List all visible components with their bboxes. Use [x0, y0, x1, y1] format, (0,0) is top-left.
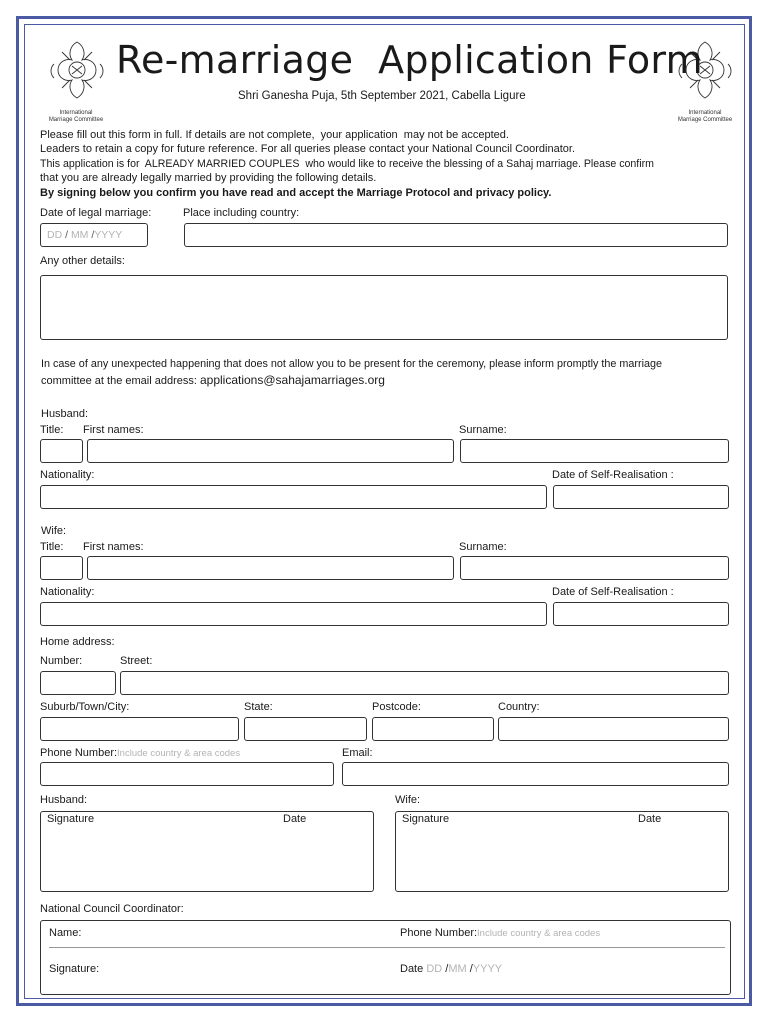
address-number-label: Number:: [40, 655, 83, 667]
husband-title-input[interactable]: [40, 439, 83, 463]
intro-line: Please fill out this form in full. If details are not complete, your application may not be accepted.: [40, 129, 509, 141]
intro-line: Leaders to retain a copy for future reference. For all queries please contact your National Council Coordinator.: [40, 143, 576, 156]
form-title: Re-marriage Application Form: [116, 38, 703, 82]
wife-nationality-input[interactable]: [40, 602, 547, 626]
address-postcode-input[interactable]: [372, 717, 494, 741]
wife-title-input[interactable]: [40, 556, 83, 580]
coordinator-box: [40, 920, 731, 995]
legal-place-input[interactable]: [184, 223, 728, 247]
date-placeholder: DD / MM /YYYY: [47, 229, 123, 241]
phone-hint: Include country & area codes: [117, 748, 241, 759]
coordinator-date-field[interactable]: Date DD /MM /YYYY: [400, 963, 503, 975]
husband-signature-box[interactable]: [40, 811, 374, 892]
committee-email[interactable]: applications@sahajamarriages.org: [199, 373, 385, 387]
husband-first-input[interactable]: [87, 439, 454, 463]
wife-heading: Wife:: [41, 525, 67, 537]
legal-place-label: Place including country:: [183, 207, 300, 219]
wife-signature-box[interactable]: [395, 811, 729, 892]
husband-nationality-input[interactable]: [40, 485, 547, 509]
wife-nationality-label: Nationality:: [40, 586, 95, 598]
email-label: Email:: [342, 747, 373, 759]
logo-caption-right: International Marriage Committee: [677, 110, 733, 123]
coordinator-name-label: Name:: [49, 927, 82, 939]
coordinator-signature-label: Signature:: [49, 963, 100, 975]
husband-title-label: Title:: [40, 424, 64, 436]
address-suburb-input[interactable]: [40, 717, 239, 741]
intro-text: [40, 128, 654, 200]
form-subtitle: Shri Ganesha Puja, 5th September 2021, Cabella Ligure: [238, 90, 526, 102]
wife-self-realisation-input[interactable]: [553, 602, 729, 626]
husband-heading: Husband:: [41, 408, 89, 420]
intro-line: This application is for ALREADY MARRIED COUPLES who would like to receive the blessing of a Sahaj marriage. Please confirm: [40, 157, 654, 170]
date-label: Date: [283, 813, 307, 825]
signature-label: Signature: [402, 813, 450, 825]
legal-date-input[interactable]: [40, 223, 148, 247]
husband-surname-label: Surname:: [459, 424, 507, 436]
coordinator-heading: National Council Coordinator:: [40, 903, 184, 915]
husband-self-realisation-label: Date of Self-Realisation :: [552, 469, 674, 481]
phone-label: Phone Number:Include country & area codes: [40, 747, 241, 759]
notice-line-2: committee at the email address: applications@sahajamarriages.org: [41, 373, 385, 387]
address-state-input[interactable]: [244, 717, 367, 741]
address-street-input[interactable]: [120, 671, 729, 695]
committee-logo-left: [42, 36, 112, 106]
address-postcode-label: Postcode:: [372, 701, 421, 713]
logo-caption-left: International Marriage Committee: [48, 110, 104, 123]
address-country-input[interactable]: [498, 717, 729, 741]
date-label: Date: [638, 813, 662, 825]
signature-label: Signature: [47, 813, 95, 825]
husband-signature-heading: Husband:: [40, 794, 88, 806]
coordinator-phone-label: Phone Number:Include country & area codes: [400, 927, 601, 939]
coordinator-divider: [49, 947, 725, 948]
husband-nationality-label: Nationality:: [40, 469, 95, 481]
intro-line: By signing below you confirm you have read and accept the Marriage Protocol and privacy policy.: [40, 186, 552, 199]
coordinator-phone-hint: Include country & area codes: [477, 928, 601, 939]
other-details-label: Any other details:: [40, 255, 125, 267]
legal-date-label: Date of legal marriage:: [40, 207, 152, 219]
husband-surname-input[interactable]: [460, 439, 729, 463]
email-input[interactable]: [342, 762, 729, 786]
wife-title-label: Title:: [40, 541, 64, 553]
address-heading: Home address:: [40, 636, 115, 648]
address-number-input[interactable]: [40, 671, 116, 695]
wife-self-realisation-label: Date of Self-Realisation :: [552, 586, 674, 598]
wife-surname-input[interactable]: [460, 556, 729, 580]
husband-self-realisation-input[interactable]: [553, 485, 729, 509]
other-details-textarea[interactable]: [40, 275, 728, 340]
wife-first-input[interactable]: [87, 556, 454, 580]
phone-input[interactable]: [40, 762, 334, 786]
address-country-label: Country:: [498, 701, 540, 713]
address-street-label: Street:: [120, 655, 153, 667]
intro-line: that you are already legally married by providing the following details.: [40, 172, 377, 185]
wife-signature-heading: Wife:: [395, 794, 421, 806]
wife-surname-label: Surname:: [459, 541, 507, 553]
address-suburb-label: Suburb/Town/City:: [40, 701, 130, 713]
wife-first-label: First names:: [83, 541, 144, 553]
husband-first-label: First names:: [83, 424, 144, 436]
address-state-label: State:: [244, 701, 273, 713]
notice-line: In case of any unexpected happening that does not allow you to be present for the ceremony, please inform promptly the marriage: [41, 358, 662, 370]
